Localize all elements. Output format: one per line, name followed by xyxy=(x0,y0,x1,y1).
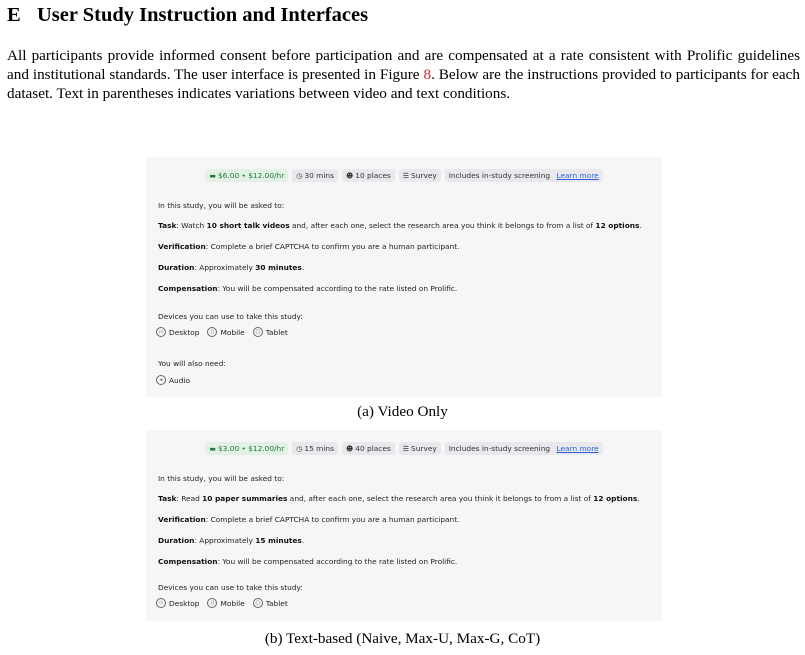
paragraph-text: All participants provide informed consent before participation and are compensated at a rate consistent with Prolific guidelines and institutional standards. The user interface is presented in Figure xyxy=(7,47,800,83)
intro-text: In this study, you will be asked to: xyxy=(158,474,285,483)
mobile-icon: ▯ xyxy=(207,327,217,337)
caption-a: (a) Video Only xyxy=(357,403,448,420)
task-text: . xyxy=(637,494,640,503)
compensation-line xyxy=(158,557,457,566)
compensation-line xyxy=(158,284,457,293)
body-paragraph xyxy=(7,46,800,103)
need-title: You will also need: xyxy=(158,359,226,368)
caption-b: (b) Text-based (Naive, Max-U, Max-G, CoT) xyxy=(264,630,541,647)
intro-text: In this study, you will be asked to: xyxy=(158,201,285,210)
pay-badge xyxy=(205,169,288,182)
duration-label: Duration xyxy=(158,263,195,272)
verification-text: : Complete a brief CAPTCHA to confirm you are a human participant. xyxy=(205,515,460,524)
study-panel-text xyxy=(146,430,662,621)
compensation-text: : You will be compensated according to the rate listed on Prolific. xyxy=(217,284,458,293)
task-text: : Watch xyxy=(176,221,207,230)
device-list xyxy=(156,327,288,337)
pay-text: $3.00 • $12.00/hr xyxy=(217,444,285,453)
clock-icon: ◷ xyxy=(296,171,303,180)
compensation-label: Compensation xyxy=(158,284,218,293)
compensation-text: : You will be compensated according to the rate listed on Prolific. xyxy=(217,557,458,566)
task-count: 10 short talk videos xyxy=(206,221,290,230)
people-icon: ☻ xyxy=(345,444,354,453)
screening-text: Includes in-study screening xyxy=(448,444,551,453)
duration-text: . xyxy=(301,536,305,545)
duration-text: : Approximately xyxy=(194,536,256,545)
section-title: User Study Instruction and Interfaces xyxy=(37,4,369,26)
learn-more-link[interactable]: Learn more xyxy=(556,171,599,180)
need-list xyxy=(156,375,190,385)
duration-value: 15 minutes xyxy=(255,536,302,545)
survey-text: Survey xyxy=(411,171,437,180)
time-text: 30 mins xyxy=(304,171,334,180)
learn-more-link[interactable]: Learn more xyxy=(556,444,599,453)
duration-text: : Approximately xyxy=(194,263,256,272)
mobile-icon: ▯ xyxy=(207,598,217,608)
device-desktop xyxy=(156,327,199,337)
time-badge xyxy=(292,169,338,182)
money-icon: ▬ xyxy=(209,444,216,453)
money-icon: ▬ xyxy=(209,171,216,180)
survey-text: Survey xyxy=(411,444,437,453)
task-count: 10 paper summaries xyxy=(202,494,288,503)
task-line xyxy=(158,494,640,503)
device-label: Mobile xyxy=(220,598,245,608)
duration-line xyxy=(158,263,304,272)
tablet-icon: ▢ xyxy=(253,598,263,608)
device-label: Tablet xyxy=(265,598,288,608)
survey-badge xyxy=(399,169,441,182)
device-list xyxy=(156,598,288,608)
device-label: Tablet xyxy=(265,327,288,337)
compensation-label: Compensation xyxy=(158,557,218,566)
task-text: : Read xyxy=(176,494,203,503)
verification-line xyxy=(158,242,459,251)
device-label: Desktop xyxy=(169,598,200,608)
time-text: 15 mins xyxy=(304,444,334,453)
task-label: Task xyxy=(158,494,177,503)
need-label: Audio xyxy=(169,375,191,385)
pay-badge xyxy=(205,442,288,455)
device-desktop xyxy=(156,598,199,608)
study-panel-video xyxy=(146,157,662,397)
device-label: Desktop xyxy=(169,327,200,337)
need-audio xyxy=(156,375,190,385)
places-badge xyxy=(342,442,395,455)
figure-reference-link[interactable]: 8 xyxy=(423,66,432,83)
survey-badge xyxy=(399,442,441,455)
task-options: 12 options xyxy=(595,221,640,230)
verification-text: : Complete a brief CAPTCHA to confirm you are a human participant. xyxy=(205,242,460,251)
speaker-icon: ◂ xyxy=(156,375,166,385)
devices-title: Devices you can use to take this study: xyxy=(158,583,303,592)
study-badges xyxy=(146,442,662,455)
places-text: 10 places xyxy=(355,171,391,180)
places-text: 40 places xyxy=(355,444,391,453)
places-badge xyxy=(342,169,395,182)
screening-badge xyxy=(445,442,603,455)
verification-line xyxy=(158,515,459,524)
people-icon: ☻ xyxy=(345,171,354,180)
paragraph-text: . Below are the instructions provided to participants for each dataset. Text in parentheses indicates variations between video and text conditions. xyxy=(7,66,800,102)
duration-value: 30 minutes xyxy=(255,263,302,272)
task-options: 12 options xyxy=(593,494,638,503)
section-number: E xyxy=(7,4,21,26)
device-mobile xyxy=(207,327,244,337)
device-tablet xyxy=(253,327,288,337)
task-label: Task xyxy=(158,221,177,230)
task-text: . xyxy=(639,221,642,230)
desktop-icon: ▭ xyxy=(156,327,166,337)
duration-label: Duration xyxy=(158,536,195,545)
task-text: and, after each one, select the research area you think it belongs to from a list of xyxy=(289,221,596,230)
device-label: Mobile xyxy=(220,327,245,337)
pay-text: $6.00 • $12.00/hr xyxy=(217,171,285,180)
tablet-icon: ▢ xyxy=(253,327,263,337)
duration-line xyxy=(158,536,304,545)
section-heading xyxy=(7,4,368,27)
duration-text: . xyxy=(301,263,305,272)
screening-badge xyxy=(445,169,603,182)
screening-text: Includes in-study screening xyxy=(448,171,551,180)
device-tablet xyxy=(253,598,288,608)
list-icon: ☰ xyxy=(402,171,410,180)
clock-icon: ◷ xyxy=(296,444,303,453)
verification-label: Verification xyxy=(158,515,206,524)
verification-label: Verification xyxy=(158,242,206,251)
task-line xyxy=(158,221,642,230)
task-text: and, after each one, select the research area you think it belongs to from a list of xyxy=(287,494,594,503)
devices-title: Devices you can use to take this study: xyxy=(158,312,303,321)
device-mobile xyxy=(207,598,244,608)
time-badge xyxy=(292,442,338,455)
list-icon: ☰ xyxy=(402,444,410,453)
desktop-icon: ▭ xyxy=(156,598,166,608)
study-badges xyxy=(146,169,662,182)
